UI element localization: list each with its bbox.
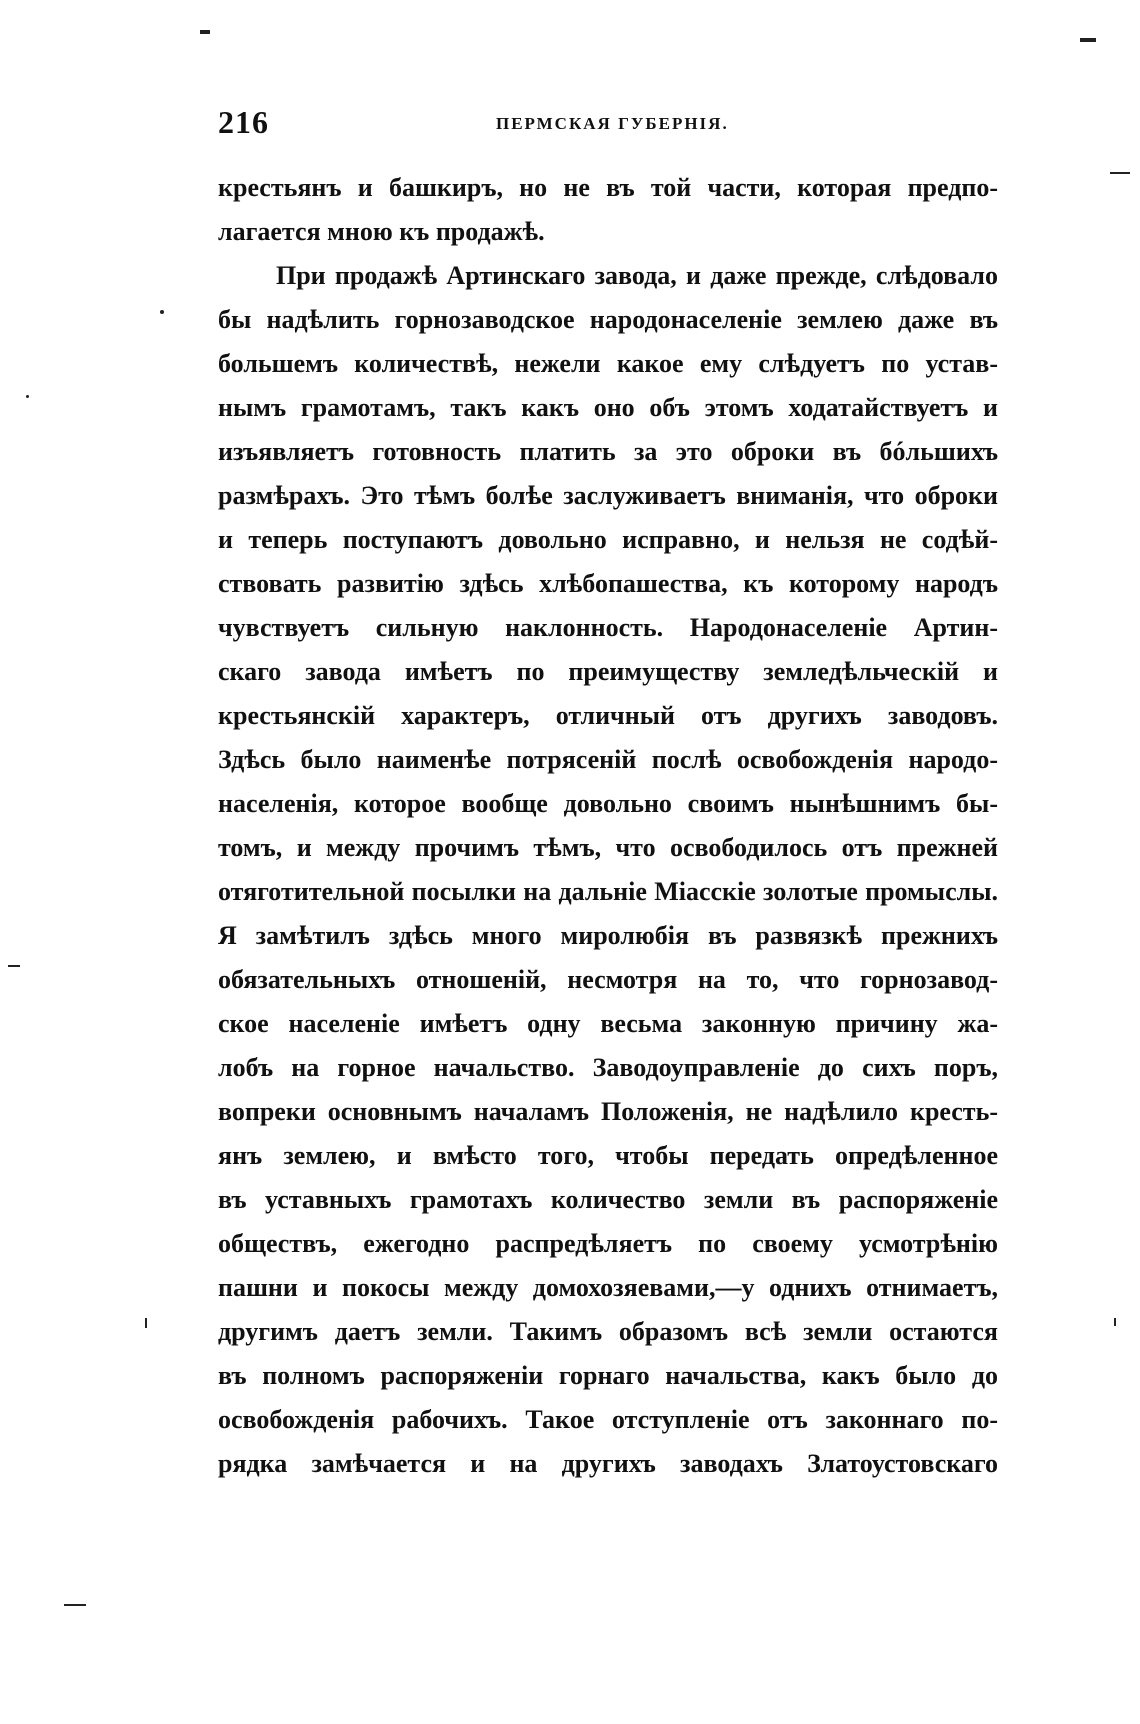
body-text bbox=[218, 166, 998, 1486]
scan-speck bbox=[1114, 1318, 1116, 1326]
page-header bbox=[218, 104, 998, 144]
scan-speck bbox=[145, 1318, 147, 1328]
text-line: чувствуетъ сильную наклонность. Народонаселеніе Артин- bbox=[218, 613, 998, 642]
scan-speck bbox=[160, 310, 164, 314]
text-line: обязательныхъ отношеній, несмотря на то, что горнозавод- bbox=[218, 965, 998, 994]
text-line: нымъ грамотамъ, такъ какъ оно объ этомъ ходатайствуетъ и bbox=[218, 393, 998, 422]
text-line: лагается мною къ продажѣ. bbox=[218, 217, 545, 246]
text-line: томъ, и между прочимъ тѣмъ, что освободилось отъ прежней bbox=[218, 833, 998, 862]
text-line: янъ землею, и вмѣсто того, чтобы передать опредѣленное bbox=[218, 1141, 998, 1170]
text-line: большемъ количествѣ, нежели какое ему слѣдуетъ по устав- bbox=[218, 349, 998, 378]
text-line: ствовать развитію здѣсь хлѣбопашества, къ которому народъ bbox=[218, 569, 998, 598]
text-line: обществъ, ежегодно распредѣляетъ по своему усмотрѣнію bbox=[218, 1229, 998, 1258]
scan-speck bbox=[1080, 38, 1096, 42]
text-line: другимъ даетъ земли. Такимъ образомъ всѣ земли остаются bbox=[218, 1317, 998, 1346]
text-line: изъявляетъ готовность платить за это оброки въ бóльшихъ bbox=[218, 437, 998, 466]
text-line: освобожденія рабочихъ. Такое отступленіе отъ законнаго по- bbox=[218, 1405, 998, 1434]
text-line: При продажѣ Артинскаго завода, и даже прежде, слѣдовало bbox=[276, 261, 998, 290]
text-line: въ полномъ распоряженіи горнаго начальства, какъ было до bbox=[218, 1361, 998, 1390]
text-line: Здѣсь было наименѣе потрясеній послѣ освобожденія народо- bbox=[218, 745, 998, 774]
text-line: крестьянъ и башкиръ, но не въ той части, которая предпо- bbox=[218, 173, 998, 202]
text-line: крестьянскій характеръ, отличный отъ другихъ заводовъ. bbox=[218, 701, 998, 730]
text-line: вопреки основнымъ началамъ Положенія, не надѣлило кресть- bbox=[218, 1097, 998, 1126]
page-number: 216 bbox=[218, 104, 269, 140]
scan-speck bbox=[1110, 172, 1130, 174]
text-line: отяготительной посылки на дальніе Міасскіе золотые промыслы. bbox=[218, 877, 998, 906]
text-line: рядка замѣчается и на другихъ заводахъ Златоустовскаго bbox=[218, 1449, 998, 1478]
scan-speck bbox=[200, 30, 210, 34]
text-line: лобъ на горное начальство. Заводоуправленіе до сихъ поръ, bbox=[218, 1053, 998, 1082]
running-title: ПЕРМСКАЯ ГУБЕРНІЯ. bbox=[496, 114, 729, 133]
scan-speck bbox=[26, 395, 29, 398]
text-line: скаго завода имѣетъ по преимуществу земледѣльческій и bbox=[218, 657, 998, 686]
text-line: Я замѣтилъ здѣсь много миролюбія въ развязкѣ прежнихъ bbox=[218, 921, 998, 950]
text-line: пашни и покосы между домохозяевами,—у однихъ отнимаетъ, bbox=[218, 1273, 998, 1302]
text-line: въ уставныхъ грамотахъ количество земли въ распоряженіе bbox=[218, 1185, 998, 1214]
scan-speck bbox=[8, 965, 20, 967]
text-line: размѣрахъ. Это тѣмъ болѣе заслуживаетъ вниманія, что оброки bbox=[218, 481, 998, 510]
text-line: ское населеніе имѣетъ одну весьма законную причину жа- bbox=[218, 1009, 998, 1038]
text-line: населенія, которое вообще довольно своимъ нынѣшнимъ бы- bbox=[218, 789, 998, 818]
text-line: и теперь поступаютъ довольно исправно, и нельзя не содѣй- bbox=[218, 525, 998, 554]
scan-speck bbox=[64, 1604, 86, 1606]
text-line: бы надѣлить горнозаводское народонаселеніе землею даже въ bbox=[218, 305, 998, 334]
